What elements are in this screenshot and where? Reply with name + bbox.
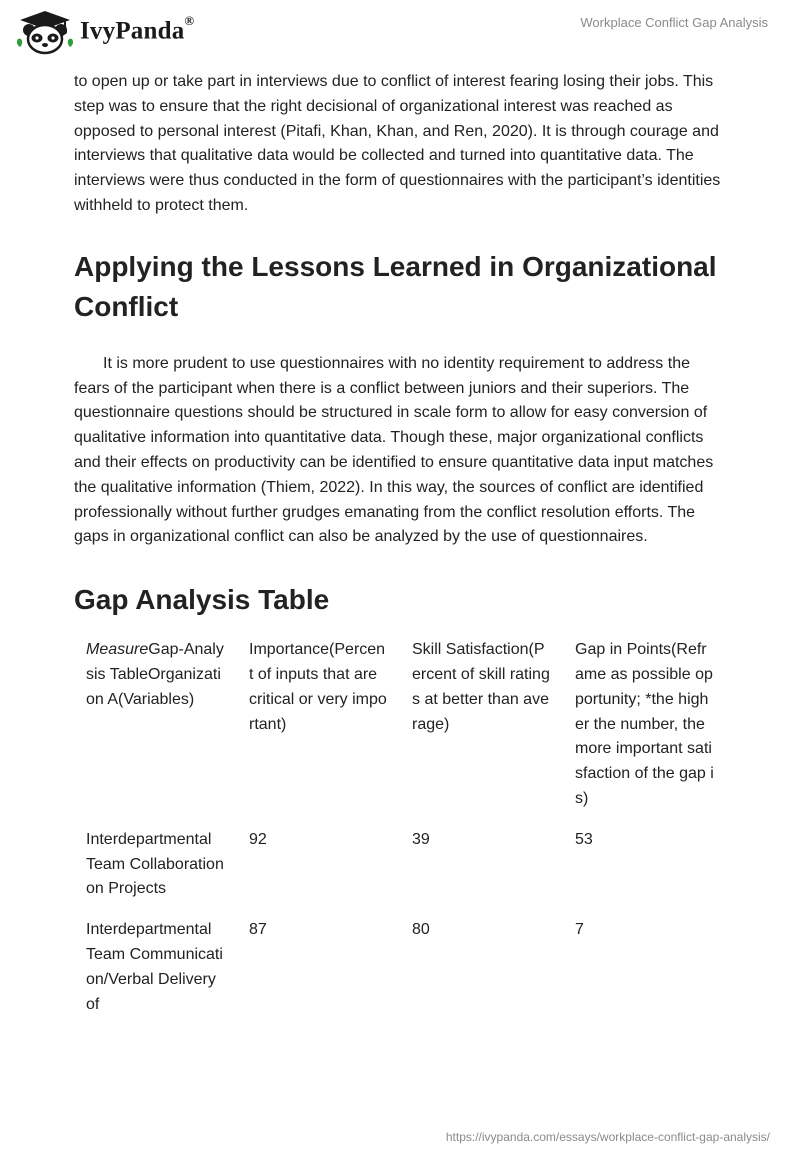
table-row (74, 918, 726, 1033)
cell-variable: Interdepartmental Team Collaboration on Projects (86, 830, 224, 898)
header-variables-label: Gap-Analysis TableOrganization A(Variables) (86, 641, 224, 708)
table-header-row (74, 638, 726, 828)
table-row (74, 828, 726, 918)
cell-importance: 92 (249, 830, 267, 848)
applying-paragraph: It is more prudent to use questionnaires with no identity requirement to address the fears of the participant when there is a conflict between juniors and their superiors. The questionnaire questions should be structured in scale form to allow for easy conversion of qualitative information into quantitative data. Though these, major organizational conflicts and their effects on productivity can be identified to ensure quantitative data input matches the qualitative information (Thiem, 2022). In this way, the sources of conflict are identified professionally without further grudges emanating from the conflict resolution efforts. The gaps in organizational conflict can also be analyzed by the use of questionnaires. (74, 354, 714, 546)
header-cell-satisfaction: Skill Satisfaction(Percent of skill ratings at better than average) (412, 641, 550, 733)
source-url[interactable]: https://ivypanda.com/essays/workplace-conflict-gap-analysis/ (445, 1130, 770, 1144)
panda-graduate-icon[interactable] (14, 9, 76, 55)
header-cell-gap: Gap in Points(Reframe as possible opportunity; *the higher the number, the more important satisfaction of the gap is) (575, 641, 714, 807)
header-cell-importance: Importance(Percent of inputs that are critical or very important) (249, 641, 387, 733)
cell-gap: 7 (575, 921, 584, 939)
cell-importance: 87 (249, 921, 267, 939)
cell-satisfaction: 80 (412, 921, 430, 939)
section-heading-gap-table: Gap Analysis Table (74, 584, 330, 616)
brand-name[interactable]: IvyPanda® (80, 13, 195, 45)
document-title: Workplace Conflict Gap Analysis (580, 15, 768, 30)
header-measure-italic: Measure (86, 641, 149, 659)
cell-gap: 53 (575, 830, 593, 848)
header-cell-variables (74, 638, 237, 828)
cell-satisfaction: 39 (412, 830, 430, 848)
cell-variable: Interdepartmental Team Communication/Verbal Delivery of (86, 921, 223, 1013)
article-content (74, 70, 726, 1033)
page-header (0, 0, 800, 70)
gap-analysis-table (74, 638, 726, 1033)
section-heading-applying: Applying the Lessons Learned in Organizational Conflict (74, 250, 717, 322)
intro-paragraph: to open up or take part in interviews due to conflict of interest fearing losing their jobs. This step was to ensure that the right decisional of organizational interest was reached as opposed to personal interest (Pitafi, Khan, Khan, and Ren, 2020). It is through courage and interviews that qualitative data would be collected and turned into quantitative data. The interviews were thus conducted in the form of questionnaires with the participant’s identities withheld to protect them. (74, 73, 721, 214)
